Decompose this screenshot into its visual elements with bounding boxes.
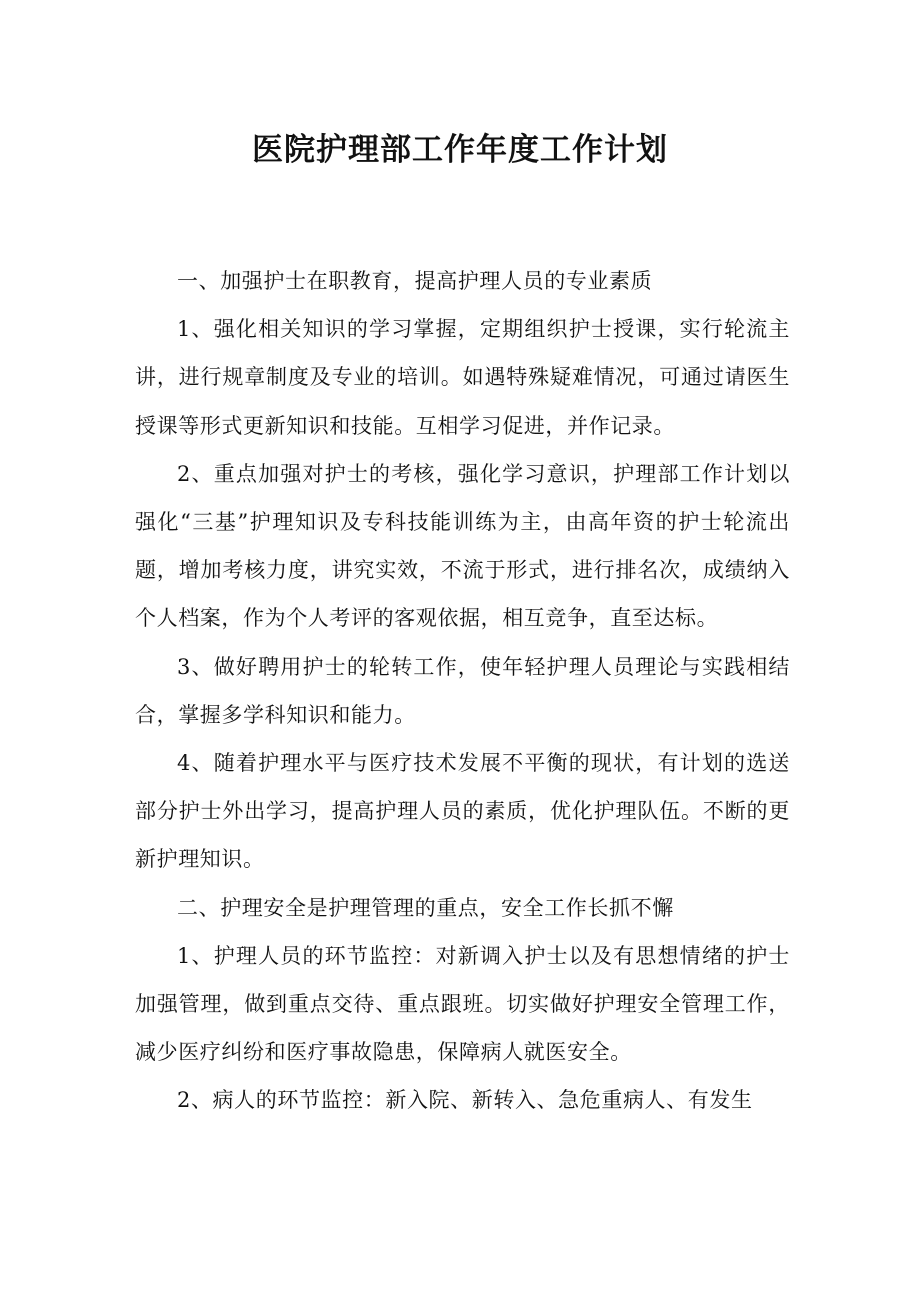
paragraph-1-1: 1、强化相关知识的学习掌握，定期组织护士授课，实行轮流主讲，进行规章制度及专业的培训。如遇特殊疑难情况，可通过请医生授课等形式更新知识和技能。互相学习促进，并作记录。 — [135, 317, 790, 438]
paragraph-1-4: 4、随着护理水平与医疗技术发展不平衡的现状，有计划的选送部分护士外出学习，提高护理人员的素质，优化护理队伍。不断的更新护理知识。 — [135, 751, 790, 872]
section-heading-2: 二、护理安全是护理管理的重点，安全工作长抓不懈 — [177, 895, 674, 920]
paragraph-2-2: 2、病人的环节监控：新入院、新转入、急危重病人、有发生 — [177, 1088, 753, 1113]
document-body — [135, 257, 790, 1125]
paragraph-1-3: 3、做好聘用护士的轮转工作，使年轻护理人员理论与实践相结合，掌握多学科知识和能力。 — [135, 654, 790, 727]
document-title: 医院护理部工作年度工作计划 — [252, 132, 668, 168]
paragraph-2-1: 1、护理人员的环节监控：对新调入护士以及有思想情绪的护士加强管理，做到重点交待、重点跟班。切实做好护理安全管理工作，减少医疗纠纷和医疗事故隐患，保障病人就医安全。 — [135, 943, 790, 1065]
section-heading-1: 一、加强护士在职教育，提高护理人员的专业素质 — [177, 269, 653, 293]
paragraph-1-2: 2、重点加强对护士的考核，强化学习意识，护理部工作计划以强化“三基”护理知识及专科技能训练为主，由高年资的护士轮流出题，增加考核力度，讲究实效，不流于形式，进行排名次，成绩纳入个人档案，作为个人考评的客观依据，相互竞争，直至达标。 — [135, 461, 790, 631]
